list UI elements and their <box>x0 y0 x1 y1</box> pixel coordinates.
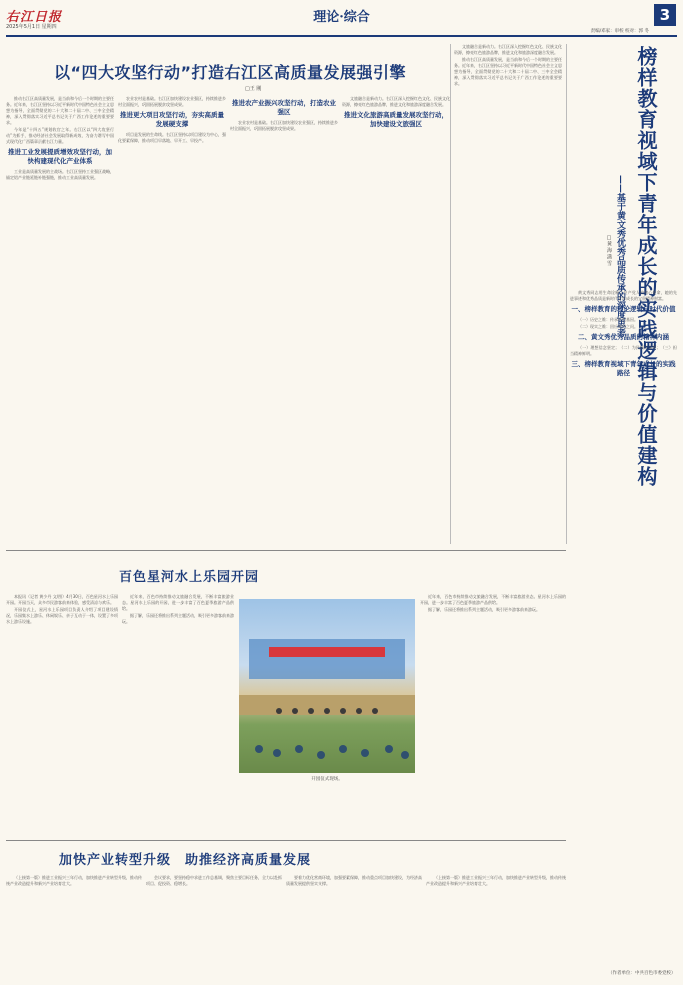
article3-paragraph: （上接第一版）推进工业振兴三年行动，加快推进产业转型升级，推动传统产业改造提升和新兴产业培育壮大。 <box>6 875 142 886</box>
footer-note: （作者单位：中共百色市委党校） <box>608 971 676 976</box>
article2-paragraph: 开园仪式上，星河水上乐园项目负责人介绍了项目建设情况，乐园集水上游乐、休闲娱乐、亲子互动于一体，设置了多项水上游乐设施。 <box>6 607 118 624</box>
article1-paragraph: 文旅融合是新动力。右江区深入挖掘红色文化、民族文化资源，擦亮红色旅游品牌，推进文化和旅游深度融合发展。 <box>342 96 450 107</box>
editor-credits: 责编/邓家：审校 校对：郭 冬 <box>590 29 649 34</box>
article1-paragraph: 推动右江区高质量发展，是当前和今后一个时期的主要任务。近年来，右江区坚持以习近平新时代中国特色社会主义思想为指导，全面贯彻党的二十大和二十届二中、三中全会精神，深入贯彻落实习近平总书记关于广西工作论述的重要要求。 <box>6 96 114 125</box>
article2-column-3 <box>420 594 566 834</box>
article3-paragraph: （上接第一版）推进工业振兴三年行动，加快推进产业转型升级，推动传统产业改造提升和新兴产业培育壮大。 <box>426 875 566 886</box>
article3-column-4 <box>426 875 566 975</box>
article1-paragraph: 农业农村是基础。右江区加快建设农业强区，持续推进乡村全面振兴，巩固拓展脱贫攻坚成果。 <box>118 96 226 107</box>
side-article-author: □黄 海 潇 雪 <box>606 235 612 266</box>
section-divider <box>6 550 566 551</box>
side-article-subtitle: ——基于黄文秀优秀品质传承的深度思考 <box>615 175 625 337</box>
article1-paragraph: 文旅融合是新动力。右江区深入挖掘红色文化、民族文化资源，擦亮红色旅游品牌，推进文化和旅游深度融合发展。 <box>454 44 562 55</box>
article2-column-1 <box>6 594 118 834</box>
article1-column-1 <box>6 96 114 546</box>
article1-paragraph: 项目是发展的生命线。右江区坚持以项目建设为中心，强化要素保障，推动项目早落地、早开工、早投产。 <box>118 132 226 143</box>
side-subhead: 一、榜样教育的理论逻辑与时代价值 <box>571 305 676 313</box>
article2-paragraph: 据了解，乐园还将推出系列主题活动，吸引更多游客前来游玩。 <box>122 613 234 624</box>
photo-caption: 开园仪式现场。 <box>311 777 343 782</box>
article3-paragraph: 要着力优化营商环境，加强要素保障，推动重点项目加快建设，为经济高质量发展提供坚实支撑。 <box>286 875 422 886</box>
article3-column-2 <box>146 875 282 975</box>
page-number-badge: 3 <box>654 4 676 26</box>
side-article-title: 榜样教育视域下青年成长的实践逻辑与价值建构 <box>634 46 658 487</box>
article2-headline: 百色星河水上乐园开园 <box>119 570 260 585</box>
article1-column-5 <box>454 44 562 546</box>
header-rule <box>6 35 677 37</box>
article1-paragraph: 推动右江区高质量发展，是当前和今后一个时期的主要任务。近年来，右江区坚持以习近平新时代中国特色社会主义思想为指导，全面贯彻党的二十大和二十届二中、三中全会精神，深入贯彻落实习近平总书记关于广西工作论述的重要要求。 <box>454 57 562 86</box>
section-title: 理论·综合 <box>313 10 370 25</box>
article1-subhead: 推进农产业振兴攻坚行动，打造农业强区 <box>232 99 336 116</box>
article1-column-2 <box>118 96 226 546</box>
photo-illustration <box>239 599 415 773</box>
article2-paragraph: 据了解，乐园还将推出系列主题活动，吸引更多游客前来游玩。 <box>428 607 540 612</box>
main-headline: 以“四大攻坚行动”打造右江区高质量发展强引擎 <box>54 63 407 82</box>
main-author: □王 刚 <box>245 86 262 92</box>
side-subhead: 三、榜样教育视域下青年成长的实践路径 <box>571 360 676 377</box>
side-article-body <box>570 290 677 970</box>
event-photo <box>239 599 415 773</box>
article1-paragraph: 农业农村是基础。右江区加快建设农业强区，持续推进乡村全面振兴，巩固拓展脱贫攻坚成果。 <box>230 120 338 131</box>
side-paragraph: （一）历史之维：传承红色基因。 <box>578 317 638 322</box>
column-divider <box>566 44 567 544</box>
article1-column-3 <box>230 96 338 546</box>
side-paragraph: （二）现实之维：回应时代之问。 <box>578 324 638 329</box>
side-subhead: 二、黄文秀优秀品质的精神内涵 <box>578 333 669 341</box>
article1-paragraph: 工业是高质量发展的主战场。右江区坚持工业强区战略，锚定铝产业链延链补链强链，推动工业高质量发展。 <box>6 169 114 180</box>
article1-column-4 <box>342 96 450 546</box>
newspaper-logo: 右江日报 <box>6 10 63 25</box>
article2-paragraph: 近年来，百色市持续推动文旅融合发展，不断丰富旅游业态。星河水上乐园的开园，进一步丰富了百色夏季旅游产品供给。 <box>122 594 234 611</box>
article2-paragraph: 本报讯（记者 黄少丹 文/图）4月30日，百色星河水上乐园开园。开园当天，众多市民游客前来体验，感受清凉与欢乐。 <box>6 594 118 605</box>
article3-column-3 <box>286 875 422 975</box>
side-paragraph: （一）理想信念坚定；（二）为民情怀深厚；（三）担当精神鲜明。 <box>570 345 677 356</box>
section-divider <box>6 840 566 841</box>
article3-column-1 <box>6 875 142 975</box>
side-paragraph: 黄文秀同志用生命诠释了共产党人的初心使命，她的先进事迹和优秀品质是新时代青年成长的宝贵精神财富。 <box>570 290 677 301</box>
article1-subhead: 推进工业发展提质增效攻坚行动，加快构建现代化产业体系 <box>8 148 112 165</box>
column-divider <box>450 44 451 544</box>
article3-paragraph: 会议要求，要坚持稳中求进工作总基调，聚焦主要目标任务，全力以赴抓项目、促投资、稳增长。 <box>146 875 282 886</box>
article3-headline: 加快产业转型升级 助推经济高质量发展 <box>59 853 312 868</box>
article1-subhead: 推进更大项目攻坚行动，夯实高质量发展硬支撑 <box>120 111 224 128</box>
article2-column-2 <box>122 594 234 834</box>
article2-paragraph: 近年来，百色市持续推动文旅融合发展，不断丰富旅游业态。星河水上乐园的开园，进一步丰富了百色夏季旅游产品供给。 <box>420 594 566 605</box>
dateline: 2025年5月1日 星期四 <box>6 24 57 30</box>
article1-subhead: 推进文化旅游高质量发展攻坚行动，加快建设文旅强区 <box>344 111 448 128</box>
article1-paragraph: 今年是“十四五”规划收官之年。右江区以“四大攻坚行动”为抓手，推动经济社会发展取得新成效，为奋力谱写中国式现代化广西篇章贡献右江力量。 <box>6 127 114 144</box>
